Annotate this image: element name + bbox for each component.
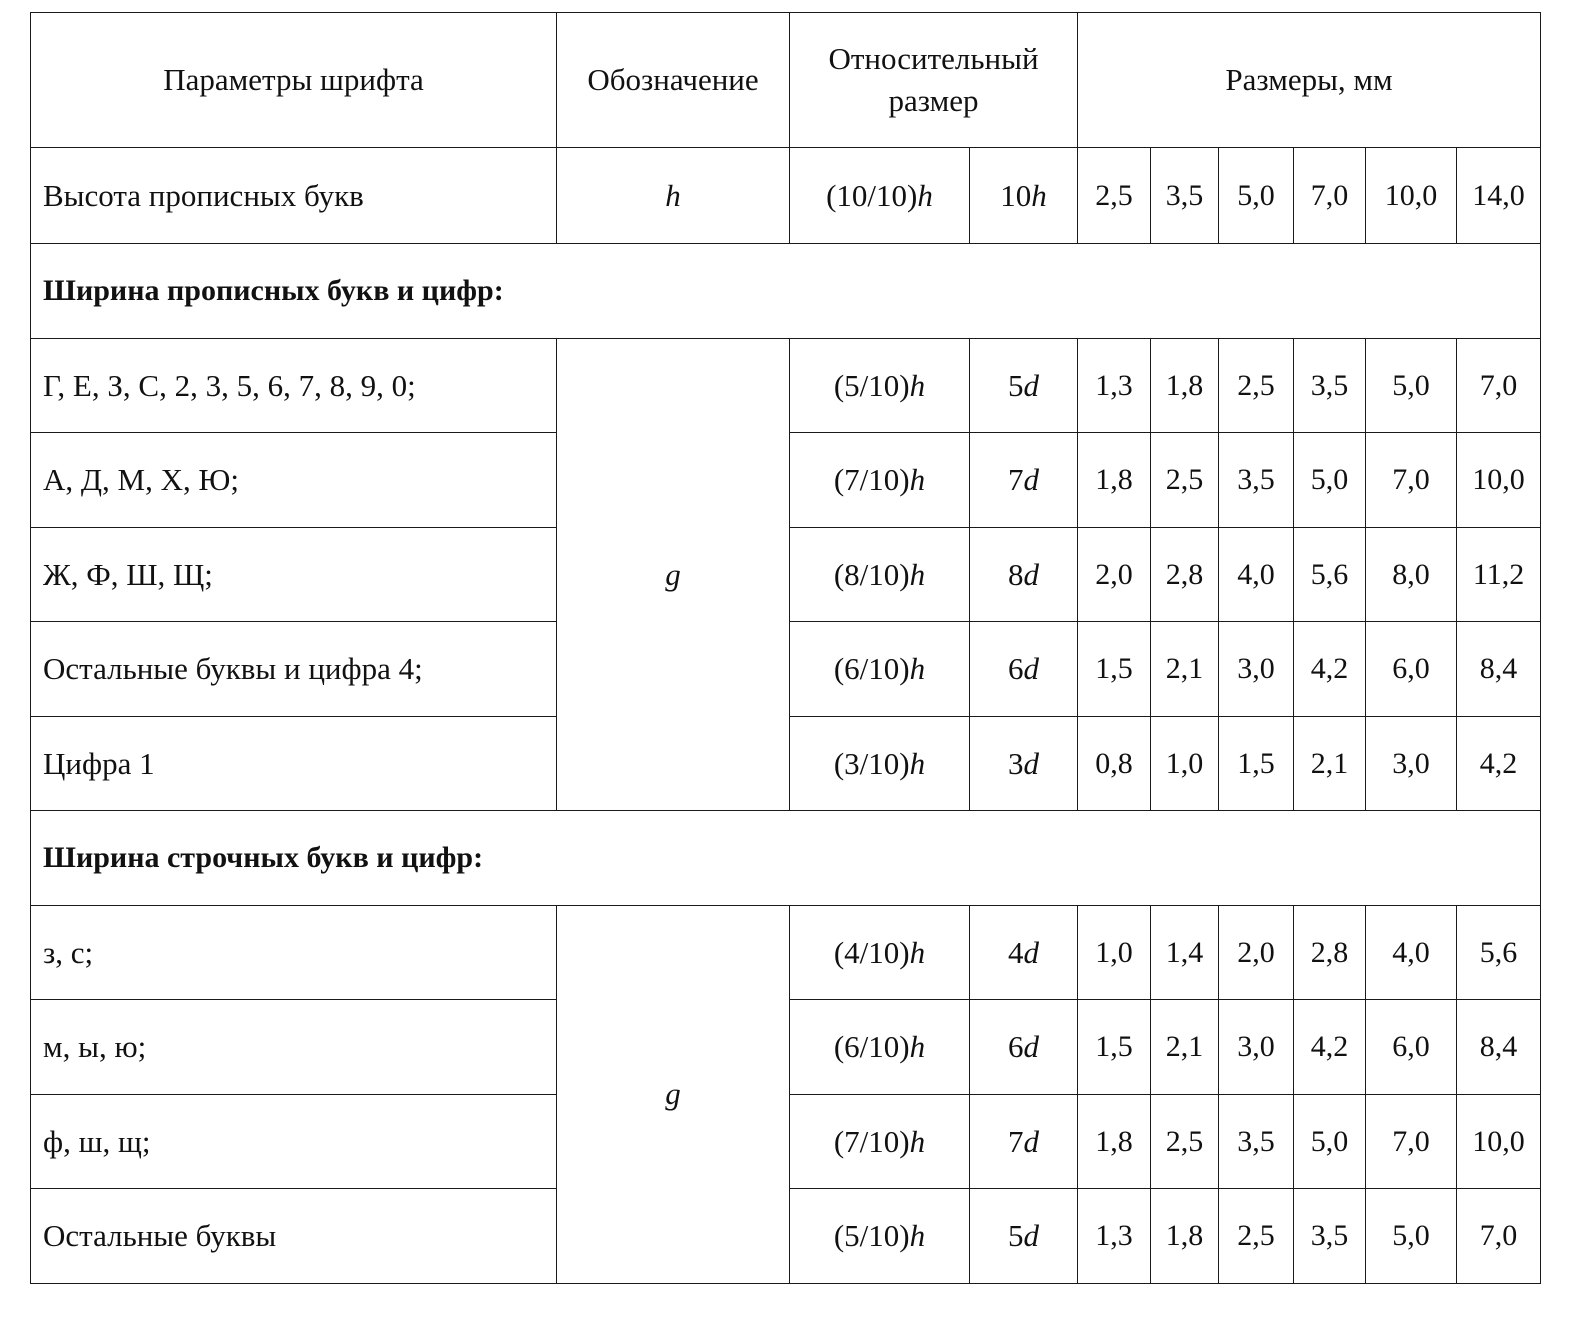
row-label: Цифра 1 [31,716,557,811]
size-value: 5,6 [1294,527,1366,622]
size-value: 2,5 [1151,433,1219,528]
size-value: 6,0 [1366,622,1457,717]
size-value: 2,1 [1294,716,1366,811]
table-row [31,905,1541,1000]
size-value: 4,2 [1294,1000,1366,1095]
size-value: 1,8 [1078,1094,1151,1189]
fraction-var: h [909,367,926,403]
multiplier-number: 6 [1008,1029,1024,1065]
size-value: 8,4 [1457,622,1541,717]
multiplier-number: 3 [1008,745,1024,781]
fraction-text: (3/10) [833,745,910,781]
size-value: 3,5 [1294,1189,1366,1284]
header-params: Параметры шрифта [31,13,557,148]
multiplier-number: 7 [1008,462,1024,498]
fraction-text: (7/10) [833,1123,910,1159]
section-title-lowercase: Ширина строчных букв и цифр: [31,811,1541,906]
lowercase-designation: g [557,905,790,1283]
multiplier-var: d [1023,1123,1039,1159]
row-label: А, Д, М, Х, Ю; [31,433,557,528]
multiplier-var: h [1031,177,1047,213]
multiplier-cell [970,1094,1078,1189]
multiplier-var: d [1023,367,1039,403]
multiplier-var: d [1023,745,1039,781]
multiplier-number: 4 [1008,934,1024,970]
font-parameters-table [30,12,1541,1284]
size-value: 2,0 [1219,905,1294,1000]
height-label: Высота прописных букв [31,147,557,244]
size-value: 7,0 [1457,338,1541,433]
size-value: 3,5 [1151,147,1219,244]
size-value: 7,0 [1294,147,1366,244]
size-value: 1,5 [1078,1000,1151,1095]
size-value: 1,8 [1151,1189,1219,1284]
size-value: 5,0 [1366,1189,1457,1284]
size-value: 2,8 [1294,905,1366,1000]
height-fraction-cell [790,147,970,244]
fraction-text: (4/10) [833,934,910,970]
fraction-var: h [917,177,933,213]
row-label: Остальные буквы и цифра 4; [31,622,557,717]
size-value: 2,5 [1151,1094,1219,1189]
fraction-cell [790,338,970,433]
fraction-cell [790,622,970,717]
height-designation: h [557,147,790,244]
size-value: 3,0 [1219,1000,1294,1095]
fraction-var: h [909,651,926,687]
multiplier-cell [970,527,1078,622]
size-value: 2,0 [1078,527,1151,622]
size-value: 1,3 [1078,338,1151,433]
size-value: 11,2 [1457,527,1541,622]
fraction-text: (8/10) [833,556,910,592]
size-value: 1,0 [1151,716,1219,811]
size-value: 1,5 [1078,622,1151,717]
size-value: 0,8 [1078,716,1151,811]
multiplier-var: d [1023,651,1039,687]
fraction-text: (5/10) [833,1218,910,1254]
row-label: Ж, Ф, Ш, Щ; [31,527,557,622]
multiplier-var: d [1023,556,1039,592]
header-relative-size [790,13,1078,148]
multiplier-cell [970,622,1078,717]
row-label: Остальные буквы [31,1189,557,1284]
fraction-text: (6/10) [833,1029,910,1065]
size-value: 1,3 [1078,1189,1151,1284]
fraction-var: h [909,934,926,970]
size-value: 3,0 [1366,716,1457,811]
size-value: 8,0 [1366,527,1457,622]
capitals-designation: g [557,338,790,811]
multiplier-number: 5 [1008,1218,1024,1254]
size-value: 14,0 [1457,147,1541,244]
size-value: 4,0 [1366,905,1457,1000]
fraction-cell [790,716,970,811]
fraction-var: h [909,556,926,592]
size-value: 4,0 [1219,527,1294,622]
multiplier-cell [970,1189,1078,1284]
size-value: 7,0 [1366,433,1457,528]
size-value: 5,0 [1294,433,1366,528]
multiplier-cell [970,716,1078,811]
fraction-cell [790,527,970,622]
size-value: 1,8 [1078,433,1151,528]
size-value: 3,5 [1294,338,1366,433]
size-value: 10,0 [1457,1094,1541,1189]
height-row [31,147,1541,244]
multiplier-number: 10 [1000,177,1032,213]
multiplier-cell [970,1000,1078,1095]
size-value: 10,0 [1366,147,1457,244]
size-value: 7,0 [1366,1094,1457,1189]
multiplier-number: 8 [1008,556,1024,592]
multiplier-number: 5 [1008,367,1024,403]
size-value: 2,5 [1078,147,1151,244]
multiplier-var: d [1023,1218,1039,1254]
size-value: 2,5 [1219,338,1294,433]
header-row [31,13,1541,148]
size-value: 3,5 [1219,1094,1294,1189]
fraction-text: (5/10) [833,367,910,403]
section-row-lowercase [31,811,1541,906]
multiplier-number: 6 [1008,651,1024,687]
fraction-var: h [909,1123,926,1159]
size-value: 4,2 [1294,622,1366,717]
multiplier-var: d [1023,934,1039,970]
fraction-cell [790,433,970,528]
table-row [31,338,1541,433]
height-multiplier-cell [970,147,1078,244]
fraction-var: h [909,462,926,498]
multiplier-var: d [1023,1029,1039,1065]
row-label: Г, Е, З, С, 2, 3, 5, 6, 7, 8, 9, 0; [31,338,557,433]
header-designation: Обозначение [557,13,790,148]
size-value: 3,0 [1219,622,1294,717]
section-row-capitals [31,244,1541,339]
size-value: 5,0 [1366,338,1457,433]
size-value: 10,0 [1457,433,1541,528]
fraction-text: (10/10) [826,177,918,213]
row-label: з, с; [31,905,557,1000]
size-value: 4,2 [1457,716,1541,811]
fraction-var: h [909,1218,926,1254]
size-value: 8,4 [1457,1000,1541,1095]
size-value: 6,0 [1366,1000,1457,1095]
header-relative-line1: Относительный [828,41,1039,77]
header-relative-line2: размер [888,82,979,118]
header-sizes: Размеры, мм [1078,13,1541,148]
size-value: 1,5 [1219,716,1294,811]
multiplier-number: 7 [1008,1123,1024,1159]
size-value: 1,0 [1078,905,1151,1000]
row-label: ф, ш, щ; [31,1094,557,1189]
size-value: 2,5 [1219,1189,1294,1284]
size-value: 5,0 [1219,147,1294,244]
fraction-var: h [909,745,926,781]
section-title-capitals: Ширина прописных букв и цифр: [31,244,1541,339]
fraction-var: h [909,1029,926,1065]
fraction-cell [790,1189,970,1284]
size-value: 2,1 [1151,1000,1219,1095]
size-value: 5,6 [1457,905,1541,1000]
multiplier-cell [970,905,1078,1000]
size-value: 2,8 [1151,527,1219,622]
fraction-text: (7/10) [833,462,910,498]
fraction-cell [790,1000,970,1095]
size-value: 7,0 [1457,1189,1541,1284]
size-value: 1,8 [1151,338,1219,433]
size-value: 3,5 [1219,433,1294,528]
size-value: 2,1 [1151,622,1219,717]
multiplier-cell [970,338,1078,433]
size-value: 1,4 [1151,905,1219,1000]
multiplier-cell [970,433,1078,528]
fraction-cell [790,1094,970,1189]
size-value: 5,0 [1294,1094,1366,1189]
multiplier-var: d [1023,462,1039,498]
fraction-text: (6/10) [833,651,910,687]
fraction-cell [790,905,970,1000]
row-label: м, ы, ю; [31,1000,557,1095]
